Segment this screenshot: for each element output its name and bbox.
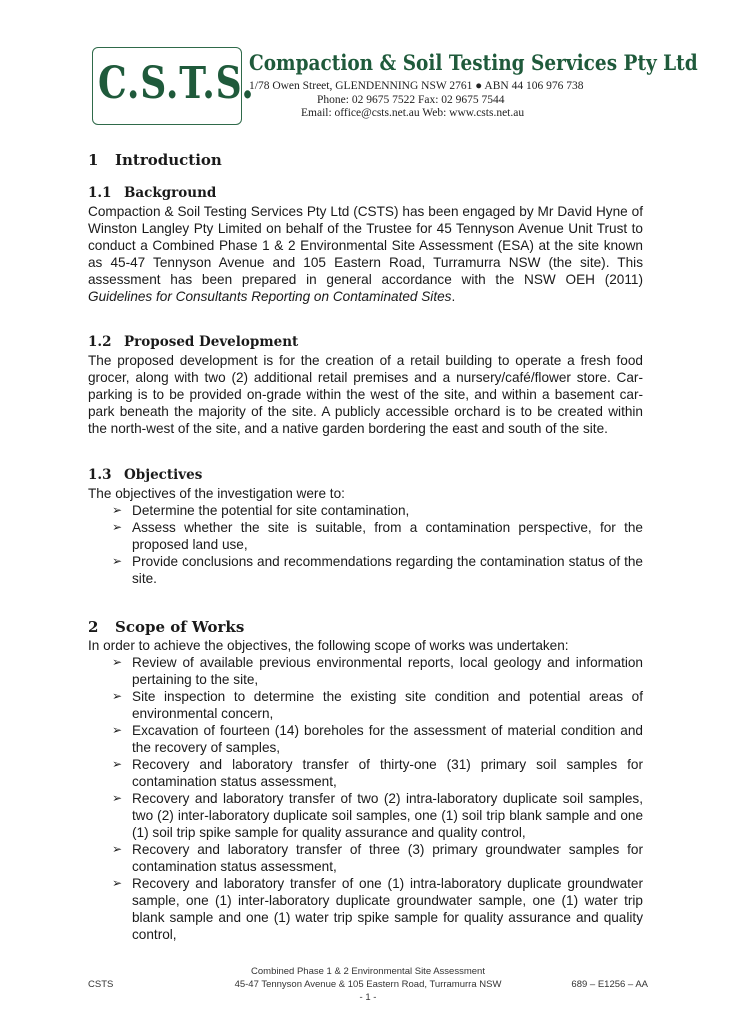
background-paragraph	[88, 203, 643, 305]
company-name: Compaction & Soil Testing Services Pty Ltd	[249, 51, 698, 76]
development-heading	[88, 334, 298, 350]
section-2-heading	[88, 618, 244, 636]
arrow-bullet-icon: ➢	[112, 520, 123, 534]
section-2-title: Scope of Works	[115, 618, 245, 636]
scope-list	[112, 654, 643, 943]
development-title: Proposed Development	[124, 334, 299, 350]
list-item	[112, 502, 643, 519]
list-item-text: Determine the potential for site contamination,	[132, 503, 410, 518]
background-text-end: .	[451, 289, 456, 304]
letterhead	[92, 47, 698, 129]
list-item	[112, 875, 643, 943]
development-paragraph: The proposed development is for the creation of a retail building to operate a fresh food grocer, along with two (2) additional retail premises and a nursery/café/flower store. Car-parking is to be provided on-grade within the west of the site, and within a basement car-park beneath the majority of the site. A publicly accessible orchard is to be created within the north-west of the site, and a native garden bordering the east and south of the site.	[88, 353, 643, 436]
page-number: - 1 -	[359, 992, 377, 1003]
company-email: Email: office@csts.net.au Web: www.csts.net.au	[301, 107, 525, 119]
list-item-text: Assess whether the site is suitable, from a contamination perspective, for the proposed land use,	[132, 520, 643, 552]
company-logo	[92, 47, 255, 125]
arrow-bullet-icon: ➢	[112, 689, 123, 703]
objectives-list	[112, 502, 643, 587]
list-item-text: Review of available previous environmental reports, local geology and information pertaining to the site,	[132, 655, 643, 687]
arrow-bullet-icon: ➢	[112, 842, 123, 856]
list-item-text: Recovery and laboratory transfer of one (1) intra-laboratory duplicate groundwater sample, one (1) inter-laboratory duplicate groundwater sample, one (1) water trip blank sample and one (1) water trip spike sample for quality assurance and quality control,	[132, 876, 643, 942]
background-number: 1.1	[88, 185, 112, 201]
list-item	[112, 519, 643, 553]
section-1-heading	[88, 151, 222, 169]
list-item	[112, 553, 643, 587]
arrow-bullet-icon: ➢	[112, 876, 123, 890]
arrow-bullet-icon: ➢	[112, 757, 123, 771]
arrow-bullet-icon: ➢	[112, 723, 123, 737]
section-1-number: 1	[88, 151, 99, 169]
list-item-text: Site inspection to determine the existing site condition and potential areas of environmental concern,	[132, 689, 643, 721]
company-address: 1/78 Owen Street, GLENDENNING NSW 2761 ● ABN 44 106 976 738	[249, 80, 584, 92]
arrow-bullet-icon: ➢	[112, 503, 123, 517]
list-item	[112, 722, 643, 756]
list-item	[112, 688, 643, 722]
list-item-text: Excavation of fourteen (14) boreholes for the assessment of material condition and the recovery of samples,	[132, 723, 643, 755]
arrow-bullet-icon: ➢	[112, 655, 123, 669]
list-item-text: Recovery and laboratory transfer of thirty-one (31) primary soil samples for contamination status assessment,	[132, 757, 643, 789]
list-item	[112, 841, 643, 875]
guidelines-title: Guidelines for Consultants Reporting on Contaminated Sites	[88, 289, 452, 304]
footer-company: CSTS	[88, 979, 114, 990]
footer-site-address: 45-47 Tennyson Avenue & 105 Eastern Road, Turramurra NSW	[234, 979, 502, 990]
scope-intro: In order to achieve the objectives, the following scope of works was undertaken:	[88, 638, 569, 653]
list-item	[112, 654, 643, 688]
objectives-title: Objectives	[124, 467, 203, 483]
background-title: Background	[124, 185, 217, 201]
background-text: Compaction & Soil Testing Services Pty Ltd (CSTS) has been engaged by Mr David Hyne of Winston Langley Pty Limited on behalf of the Trustee for 45 Tennyson Avenue Unit Trust to conduct a Combined Phase 1 & 2 Environmental Site Assessment (ESA) at the site known as 45-47 Tennyson Avenue and 105 Eastern Road, Turramurra NSW (the site). This assessment has been prepared in general accordance with the NSW OEH (2011)	[88, 204, 643, 287]
list-item	[112, 790, 643, 841]
footer-reference: 689 – E1256 – AA	[571, 979, 648, 990]
arrow-bullet-icon: ➢	[112, 554, 123, 568]
list-item-text: Provide conclusions and recommendations regarding the contamination status of the site.	[132, 554, 643, 586]
list-item-text: Recovery and laboratory transfer of two (2) intra-laboratory duplicate soil samples, two (2) inter-laboratory duplicate soil samples, one (1) soil trip blank sample and one (1) soil trip spike sample for quality assurance and quality control,	[132, 791, 643, 840]
objectives-intro: The objectives of the investigation were to:	[88, 486, 345, 501]
company-phone: Phone: 02 9675 7522 Fax: 02 9675 7544	[317, 94, 505, 106]
objectives-number: 1.3	[88, 467, 112, 483]
development-number: 1.2	[88, 334, 112, 350]
arrow-bullet-icon: ➢	[112, 791, 123, 805]
background-heading	[88, 185, 216, 201]
list-item-text: Recovery and laboratory transfer of three (3) primary groundwater samples for contamination status assessment,	[132, 842, 643, 874]
list-item	[112, 756, 643, 790]
objectives-heading	[88, 467, 202, 483]
logo-text: C.S.T.S.	[98, 58, 255, 109]
section-1-title: Introduction	[115, 151, 222, 169]
footer-report-title: Combined Phase 1 & 2 Environmental Site Assessment	[251, 966, 485, 977]
section-2-number: 2	[88, 618, 99, 636]
